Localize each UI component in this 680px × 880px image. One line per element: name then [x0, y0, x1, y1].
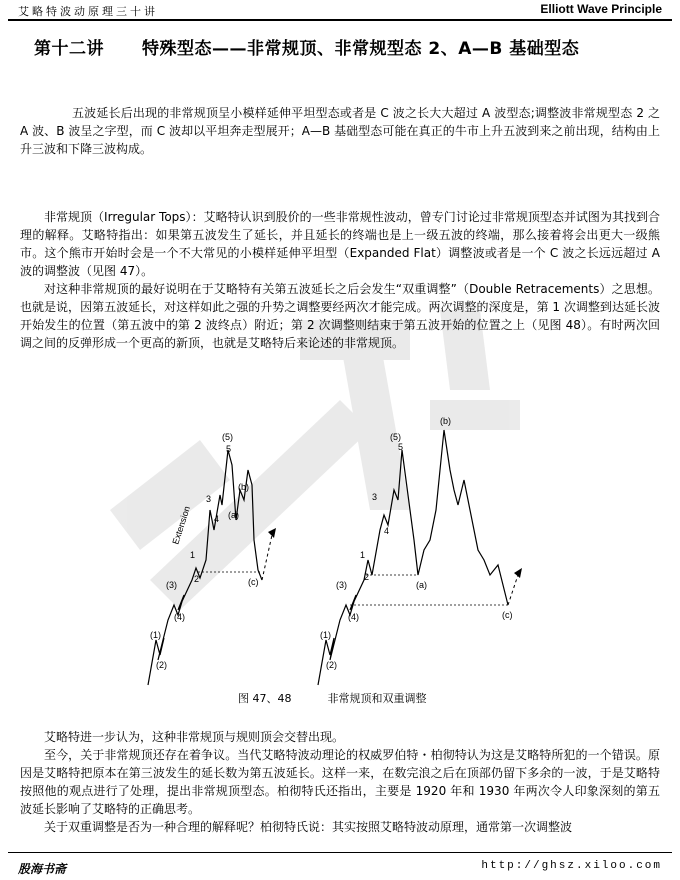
body-section-1	[20, 208, 660, 352]
figure-caption-text: 非常规顶和双重调整	[327, 692, 427, 705]
lecture-topic: 特殊型态——非常规顶、非常规型态 2、A—B 基础型态	[142, 39, 580, 59]
fig48-label-w3: (3)	[336, 580, 347, 590]
page-header	[0, 0, 680, 20]
fig47-label-w4: (4)	[174, 612, 185, 622]
alternation-paragraph: 艾略特进一步认为，这种非常规顶与规则顶会交替出现。	[44, 730, 345, 744]
fig47-label-b: (b)	[238, 482, 249, 492]
fig47-label-s2: 2	[194, 574, 200, 584]
fig48-label-c: (c)	[502, 610, 513, 620]
controversy-paragraph: 至今，关于非常规顶还存在着争议。当代艾略特波动理论的权威罗伯特・柏彻特认为这是艾略特所犯的一个错误。原因是艾略特把原本在第三波发生的延长数为第五波延长。这样一来，在数完浪之后在顶部仍留下多余的一波，于是艾略特按照他的观点进行了处理，提出非常规顶型态。柏彻特氏还指出，主要是 1920 年和 1930 年两次令人印象深刻的第五波延长影响了艾略特的正确思考。	[20, 748, 660, 816]
fig47-label-c: (c)	[248, 577, 259, 587]
fig48-label-w2: (2)	[326, 660, 337, 670]
lecture-title	[34, 34, 579, 59]
fig48-label-s3: 3	[372, 492, 378, 502]
fig48-projection	[508, 575, 518, 605]
fig47-label-w2: (2)	[156, 660, 167, 670]
footer-rule	[8, 852, 672, 853]
footer-url: http://ghsz.xiloo.com	[481, 860, 662, 872]
fig48-label-s5: 5	[398, 442, 404, 452]
fig47-label-s1: 1	[190, 550, 196, 560]
header-english-title: Elliott Wave Principle	[540, 2, 662, 16]
figure-caption-number: 图 47、48	[238, 692, 292, 705]
header-rule	[8, 19, 672, 21]
double-retracements-paragraph: 对这种非常规顶的最好说明在于艾略特有关第五波延长之后会发生“双重调整”（Double Retracements）之思想。也就是说，因第五波延长，对这样如此之强的升势之调整要经两次才能完成。两次调整的深度是，第 1 次调整到达延长波开始发生的位置（第五波中的第 2 波终点）附近；第 2 次调整则结束于第五波开始的位置之上（见图 48）。有时两次回调之间的反弹形成一个更高的新顶，也就是艾略特后来论述的非常规顶。	[20, 282, 660, 350]
fig47-label-w1: (1)	[150, 630, 161, 640]
double-retracement-question-paragraph: 关于双重调整是否为一种合理的解释呢？柏彻特氏说：其实按照艾略特波动原理，通常第一次调整波	[44, 820, 573, 834]
fig47-label-extension: Extension	[170, 504, 193, 546]
fig48-label-w1: (1)	[320, 630, 331, 640]
header-book-title: 艾略特波动原理三十讲	[18, 5, 158, 18]
figure-caption	[238, 690, 463, 706]
footer-publisher: 股海书斋	[18, 862, 67, 876]
fig48-label-s1: 1	[360, 550, 366, 560]
fig48-wave-line	[318, 430, 508, 685]
fig48-label-a: (a)	[416, 580, 427, 590]
irregular-tops-paragraph: 非常规顶（Irregular Tops）：艾略特认识到股价的一些非常规性波动，曾专门讨论过非常规顶型态并试图为其找到合理的解释。艾略特指出：如果第五波发生了延长，并且延长的终端也是上一级五波的终端，那么接着将会出更大一级熊市。这个熊市开始时会是一个不大常见的小模样延伸平坦型（Expanded Flat）调整波或者是一个 C 波之长远远超过 A 波的调整波（见图 47）。	[20, 210, 660, 278]
fig47-label-s4: 4	[214, 514, 220, 524]
page-footer	[0, 848, 680, 880]
fig48-label-w5: (5)	[390, 432, 401, 442]
fig48-label-w4: (4)	[348, 612, 359, 622]
fig48-label-s4: 4	[384, 526, 390, 536]
fig47-label-w3: (3)	[166, 580, 177, 590]
fig48-label-b: (b)	[440, 416, 451, 426]
fig47-label-s3: 3	[206, 494, 212, 504]
fig48-label-s2: 2	[364, 572, 370, 582]
body-section-2	[20, 728, 660, 836]
fig47-projection	[262, 535, 272, 580]
lecture-number: 第十二讲	[34, 39, 104, 59]
fig47-label-w5: (5)	[222, 432, 233, 442]
intro-paragraph: 五波延长后出现的非常规顶呈小模样延伸平坦型态或者是 C 波之长大大超过 A 波型态;调整波非常规型态 2 之 A 波、B 波呈之字型，而 C 波却以平坦奔走型展开；A—B 基础型态可能在真正的牛市上升五波到来之前出现，结构由上升三波和下降三波构成。	[20, 106, 660, 156]
wave-figure-47-48	[118, 410, 558, 700]
fig47-label-s5: 5	[226, 444, 232, 454]
fig47-label-a: (a)	[228, 510, 239, 520]
